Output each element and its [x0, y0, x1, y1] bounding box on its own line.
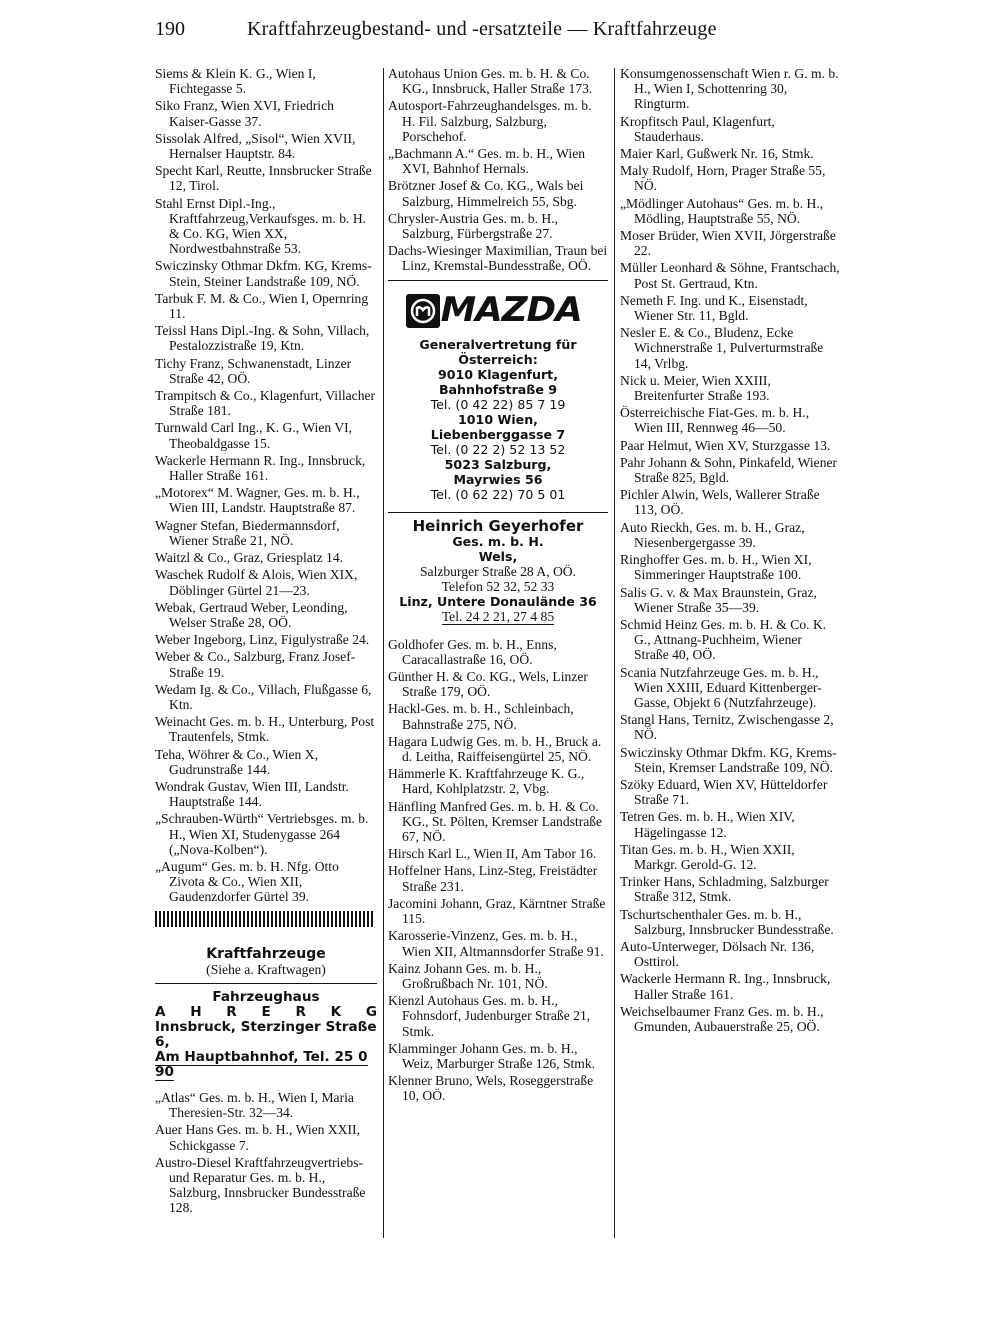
directory-entry: Autohaus Union Ges. m. b. H. & Co. KG., Innsbruck, Haller Straße 173. — [388, 66, 593, 97]
directory-entry: Waitzl & Co., Graz, Griesplatz 14. — [155, 550, 344, 566]
directory-entry: Klenner Bruno, Wels, Roseggerstraße 10, OÖ. — [388, 1073, 594, 1104]
ad-letter: R — [226, 1003, 237, 1020]
section-title: Kraftfahrzeuge — [206, 945, 326, 962]
ad-letter: G — [365, 1003, 377, 1020]
directory-entry: Specht Karl, Reutte, Innsbrucker Straße 12, Tirol. — [155, 163, 372, 194]
ad-fahrzeughaus — [155, 990, 377, 1080]
directory-entry: Teha, Wöhrer & Co., Wien X, Gudrunstraße 144. — [155, 746, 318, 777]
ad-city: Wels, — [478, 548, 518, 564]
directory-entry: Dachs-Wiesinger Maximilian, Traun bei Linz, Kremstal-Bundesstraße, OÖ. — [388, 243, 608, 274]
directory-entry: Webak, Gertraud Weber, Leonding, Welser Straße 28, OÖ. — [155, 599, 348, 630]
directory-entry: Tichy Franz, Schwanenstadt, Linzer Straße 42, OÖ. — [155, 355, 352, 386]
divider — [155, 983, 377, 984]
directory-entry: „Bachmann A.“ Ges. m. b. H., Wien XVI, Bahnhof Hernals. — [388, 146, 586, 177]
directory-entry: Hagara Ludwig Ges. m. b. H., Bruck a. d. Leitha, Raiffeisengürtel 25, NÖ. — [388, 733, 602, 765]
ad-title: Fahrzeughaus — [212, 988, 320, 1005]
directory-entry: Jacomini Johann, Graz, Kärntner Straße 115. — [388, 895, 606, 927]
directory-entry: Kainz Johann Ges. m. b. H., Großrußbach Nr. 101, NÖ. — [388, 960, 548, 991]
directory-entry: Weber Ingeborg, Linz, Figulystraße 24. — [155, 632, 370, 648]
directory-entry: Scania Nutzfahrzeuge Ges. m. b. H., Wien XXIII, Eduard Kittenberger-Gasse, Objekt 6 (Nutzfahrzeuge). — [620, 664, 822, 710]
mazda-ad-line: Tel. (0 62 22) 70 5 01 — [430, 486, 566, 502]
ad-phone: Telefon 52 32, 52 33 — [441, 578, 555, 594]
directory-entry: Hackl-Ges. m. b. H., Schleinbach, Bahnstraße 275, NÖ. — [388, 701, 574, 732]
directory-entry: „Schrauben-Würth“ Vertriebsges. m. b. H., Wien XI, Studenygasse 264 („Nova-Kolben“). — [155, 811, 369, 857]
ad-letter: K — [330, 1003, 342, 1020]
directory-entry: Brötzner Josef & Co. KG., Wals bei Salzburg, Himmelreich 55, Sbg. — [388, 178, 584, 209]
directory-entry: Trampitsch & Co., Klagenfurt, Villacher Straße 181. — [155, 388, 376, 419]
directory-entry: Kropfitsch Paul, Klagenfurt, Stauderhaus. — [620, 113, 775, 144]
ad-phone-2: Tel. 24 2 21, 27 4 85 — [441, 608, 555, 624]
directory-entry: Klamminger Johann Ges. m. b. H., Weiz, Marburger Straße 126, Stmk. — [388, 1040, 596, 1071]
directory-entry: Swiczinsky Othmar Dkfm. KG, Krems-Stein, Kremser Landstraße 109, NÖ. — [620, 744, 837, 775]
directory-entry: Tarbuk F. M. & Co., Wien I, Opernring 11. — [155, 290, 369, 322]
mazda-logo — [406, 291, 608, 331]
directory-entry: „Atlas“ Ges. m. b. H., Wien I, Maria Theresien-Str. 32—34. — [155, 1089, 354, 1121]
section-subtitle: (Siehe a. Kraftwagen) — [206, 961, 326, 977]
mazda-ad-line: 9010 Klagenfurt, — [438, 366, 558, 382]
directory-entry: Hämmerle K. Kraftfahrzeuge K. G., Hard, Kohlplatzstr. 2, Vbg. — [388, 766, 585, 797]
directory-entry: Swiczinsky Othmar Dkfm. KG, Krems-Stein, Steiner Landstraße 109, NÖ. — [155, 258, 372, 289]
directory-entry: Tschurtschenthaler Ges. m. b. H., Salzburg, Innsbrucker Bundesstraße. — [620, 906, 834, 937]
directory-entry: Autosport-Fahrzeughandelsges. m. b. H. Fil. Salzburg, Salzburg, Porschehof. — [388, 98, 592, 144]
divider — [388, 512, 608, 513]
directory-entry: Hoffelner Hans, Linz-Steg, Freistädter Straße 231. — [388, 863, 598, 894]
directory-entry: Hirsch Karl L., Wien II, Am Tabor 16. — [388, 846, 597, 862]
directory-entry: Stahl Ernst Dipl.-Ing., Kraftfahrzeug,Verkaufsges. m. b. H. & Co. KG, Wien XX, Nordwestbahnstraße 53. — [155, 195, 367, 257]
directory-entry: Siko Franz, Wien XVI, Friedrich Kaiser-Gasse 37. — [155, 98, 334, 129]
entry-list — [155, 66, 377, 905]
directory-entry: Teissl Hans Dipl.-Ing. & Sohn, Villach, Pestalozzistraße 19, Ktn. — [155, 323, 370, 354]
mazda-wordmark: MAZDA — [440, 290, 582, 331]
page-number: 190 — [155, 18, 185, 40]
ad-linz-address: Linz, Untere Donaulände 36 — [399, 593, 597, 609]
mazda-ad-line: Mayrwies 56 — [453, 471, 543, 487]
directory-entry: Trinker Hans, Schladming, Salzburger Straße 312, Stmk. — [620, 874, 829, 905]
mazda-ad-line: Österreich: — [458, 351, 538, 367]
directory-entry: Salis G. v. & Max Braunstein, Graz, Wiener Straße 35—39. — [620, 584, 817, 615]
directory-entry: Tetren Ges. m. b. H., Wien XIV, Hägelingasse 12. — [620, 809, 795, 840]
directory-entry: Ringhoffer Ges. m. b. H., Wien XI, Simmeringer Hauptstraße 100. — [620, 552, 812, 583]
column-3 — [620, 66, 840, 1036]
directory-entry: Sissolak Alfred, „Sisol“, Wien XVII, Hernalser Hauptstr. 84. — [155, 130, 356, 162]
directory-entry: Wagner Stefan, Biedermannsdorf, Wiener Straße 21, NÖ. — [155, 517, 340, 548]
directory-entry: Weber & Co., Salzburg, Franz Josef-Straße 19. — [155, 649, 356, 680]
directory-entry: Paar Helmut, Wien XV, Sturzgasse 13. — [620, 437, 831, 453]
ad-letter: E — [261, 1003, 271, 1020]
section-heading — [155, 947, 377, 977]
mazda-ad-line: 5023 Salzburg, — [444, 456, 552, 472]
entry-list — [155, 1090, 377, 1216]
directory-entry: Pichler Alwin, Wels, Wallerer Straße 113, OÖ. — [620, 487, 820, 518]
entry-list — [620, 66, 840, 1034]
directory-entry: „Mödlinger Autohaus“ Ges. m. b. H., Mödling, Hauptstraße 55, NÖ. — [620, 195, 824, 226]
page-title: Kraftfahrzeugbestand- und -ersatzteile — Kraftfahrzeuge — [247, 18, 717, 40]
directory-entry: Kienzl Autohaus Ges. m. b. H., Fohnsdorf, Judenburger Straße 21, Stmk. — [388, 993, 591, 1039]
mazda-emblem-icon — [406, 294, 440, 328]
mazda-ad-line: Tel. (0 42 22) 85 7 19 — [430, 396, 566, 412]
directory-entry: Siems & Klein K. G., Wien I, Fichtegasse 5. — [155, 66, 316, 97]
directory-entry: Wedam Ig. & Co., Villach, Flußgasse 6, Ktn. — [155, 681, 372, 712]
directory-entry: Schmid Heinz Ges. m. b. H. & Co. K. G., Attnang-Puchheim, Wiener Straße 40, OÖ. — [620, 616, 827, 663]
directory-entry: Auto Rieckh, Ges. m. b. H., Graz, Niesenbergergasse 39. — [620, 519, 805, 550]
directory-entry: Nick u. Meier, Wien XXIII, Breitenfurter Straße 193. — [620, 372, 771, 404]
divider — [388, 280, 608, 281]
directory-entry: Titan Ges. m. b. H., Wien XXII, Markgr. Gerold-G. 12. — [620, 841, 795, 872]
directory-entry: Wackerle Hermann R. Ing., Innsbruck, Haller Straße 161. — [620, 971, 831, 1002]
page-header — [155, 18, 845, 48]
ad-phone: Am Hauptbahnhof, Tel. 25 0 90 — [155, 1048, 368, 1080]
directory-entry: Maier Karl, Gußwerk Nr. 16, Stmk. — [620, 146, 814, 162]
entry-list — [388, 637, 608, 1104]
directory-entry: Waschek Rudolf & Alois, Wien XIX, Döblinger Gürtel 21—23. — [155, 567, 358, 598]
ad-form: Ges. m. b. H. — [452, 533, 544, 549]
directory-entry: Austro-Diesel Kraftfahrzeugvertriebs- und Reparatur Ges. m. b. H., Salzburg, Innsbrucker Bundesstraße 128. — [155, 1154, 366, 1216]
directory-entry: Günther H. & Co. KG., Wels, Linzer Straße 179, OÖ. — [388, 669, 588, 700]
mazda-ad-text — [388, 337, 608, 502]
mazda-ad-line: Tel. (0 22 2) 52 13 52 — [430, 441, 566, 457]
directory-entry: Weichselbaumer Franz Ges. m. b. H., Gmunden, Aubauerstraße 25, OÖ. — [620, 1003, 824, 1034]
mazda-ad-line: Bahnhofstraße 9 — [438, 381, 558, 397]
directory-entry: Hänfling Manfred Ges. m. b. H. & Co. KG., St. Pölten, Kremser Landstraße 67, NÖ. — [388, 798, 603, 845]
directory-entry: Maly Rudolf, Horn, Prager Straße 55, NÖ. — [620, 163, 826, 194]
directory-entry: Nesler E. & Co., Bludenz, Ecke Wichnerstraße 1, Pulverturmstraße 14, Vrlbg. — [620, 325, 824, 371]
decorative-barcode — [155, 911, 373, 927]
column-divider — [614, 68, 615, 1238]
directory-entry: Turnwald Carl Ing., K. G., Wien VI, Theobaldgasse 15. — [155, 420, 353, 451]
directory-entry: Nemeth F. Ing. und K., Eisenstadt, Wiener Str. 11, Bgld. — [620, 292, 808, 324]
ad-letter: H — [190, 1003, 202, 1020]
directory-entry: Müller Leonhard & Söhne, Frantschach, Post St. Gertraud, Ktn. — [620, 260, 840, 291]
column-2 — [388, 66, 608, 1106]
directory-entry: Wackerle Hermann R. Ing., Innsbruck, Haller Straße 161. — [155, 452, 366, 484]
directory-entry: Szöky Eduard, Wien XV, Hütteldorfer Straße 71. — [620, 776, 828, 808]
directory-entry: „Motorex“ M. Wagner, Ges. m. b. H., Wien III, Landstr. Hauptstraße 87. — [155, 485, 360, 516]
mazda-ad-line: Liebenberggasse 7 — [430, 426, 566, 442]
mazda-ad-line: Generalvertretung für — [419, 336, 577, 352]
ad-name: Heinrich Geyerhofer — [412, 516, 584, 535]
directory-entry: Auto-Unterweger, Dölsach Nr. 136, Osttirol. — [620, 938, 815, 970]
directory-entry: Pahr Johann & Sohn, Pinkafeld, Wiener Straße 825, Bgld. — [620, 454, 838, 486]
ad-letter: A — [155, 1003, 166, 1020]
directory-entry: Österreichische Fiat-Ges. m. b. H., Wien III, Rennweg 46—50. — [620, 405, 810, 436]
directory-entry: Goldhofer Ges. m. b. H., Enns, Caracallastraße 16, OÖ. — [388, 636, 557, 667]
column-1 — [155, 66, 377, 1218]
directory-entry: Weinacht Ges. m. b. H., Unterburg, Post Trautenfels, Stmk. — [155, 714, 375, 745]
directory-entry: Moser Brüder, Wien XVII, Jörgerstraße 22. — [620, 228, 836, 259]
ad-geyerhofer — [388, 516, 608, 625]
ad-letter: R — [295, 1003, 306, 1020]
mazda-ad-line: 1010 Wien, — [458, 411, 538, 427]
entry-list — [388, 66, 608, 274]
directory-entry: Auer Hans Ges. m. b. H., Wien XXII, Schickgasse 7. — [155, 1122, 360, 1153]
directory-entry: Chrysler-Austria Ges. m. b. H., Salzburg, Fürbergstraße 27. — [388, 210, 559, 242]
ad-company-name — [155, 1005, 377, 1020]
directory-entry: Karosserie-Vinzenz, Ges. m. b. H., Wien XII, Altmannsdorfer Straße 91. — [388, 928, 604, 959]
directory-entry: Konsumgenossenschaft Wien r. G. m. b. H., Wien I, Schottenring 30, Ringturm. — [620, 66, 839, 112]
ad-street: Salzburger Straße 28 A, OÖ. — [419, 563, 577, 579]
directory-entry: „Augum“ Ges. m. b. H. Nfg. Otto Zivota & Co., Wien XII, Gaudenzdorfer Gürtel 39. — [155, 858, 339, 905]
column-divider — [383, 68, 384, 1238]
directory-entry: Stangl Hans, Ternitz, Zwischengasse 2, NÖ. — [620, 712, 834, 743]
directory-entry: Wondrak Gustav, Wien III, Landstr. Hauptstraße 144. — [155, 778, 349, 810]
ad-address: Innsbruck, Sterzinger Straße 6, — [155, 1018, 377, 1050]
